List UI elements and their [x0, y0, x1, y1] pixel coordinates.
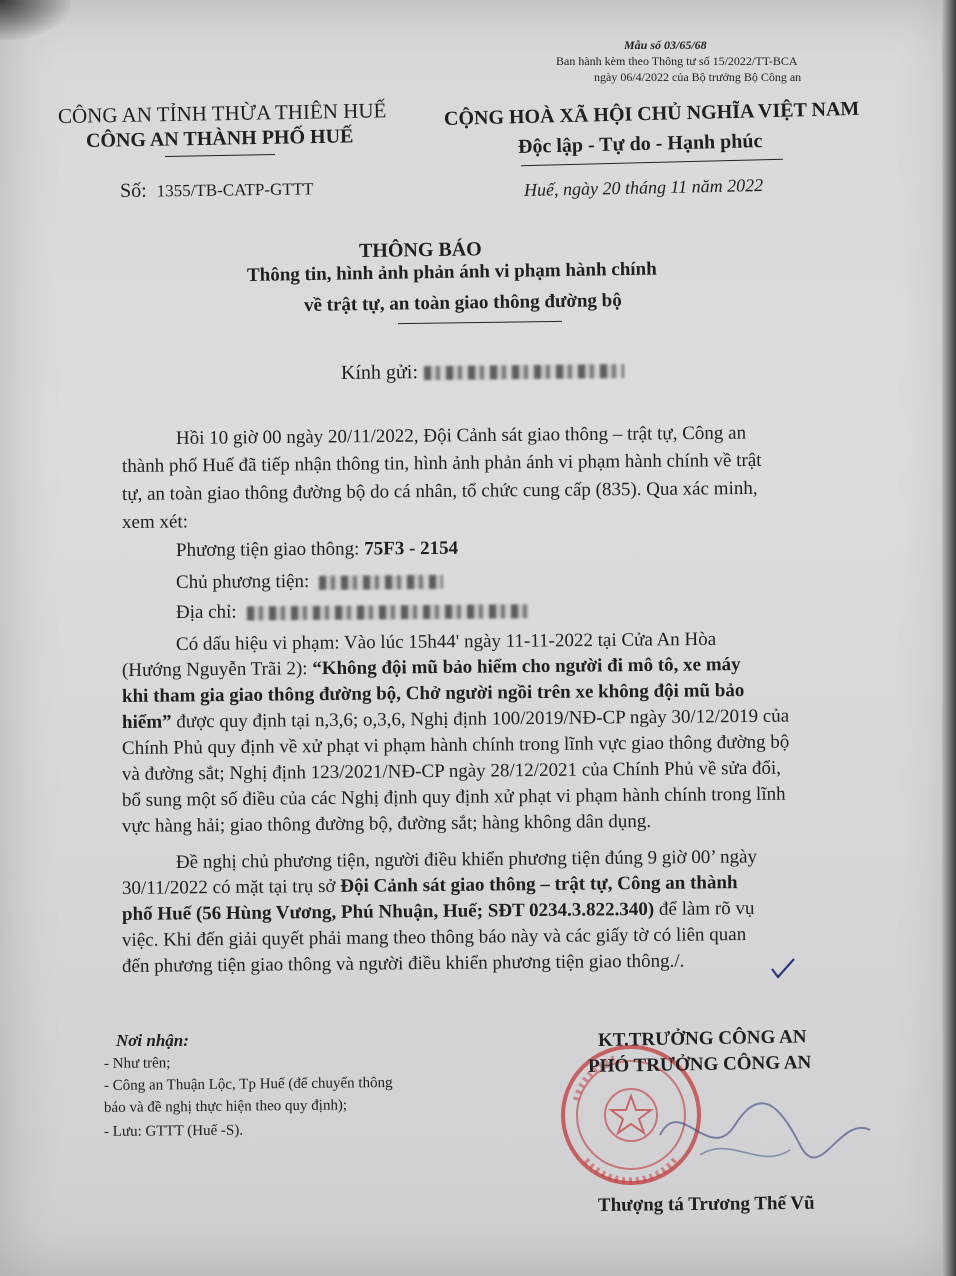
violation-description: hiểm” [121, 711, 172, 733]
agency-underline [165, 154, 275, 157]
page-edge [942, 0, 956, 1276]
request-line: việc. Khi đến giải quyết phải mang theo thông báo này và các giấy tờ có liên quan [121, 924, 747, 951]
violation-description: khi tham gia giao thông đường bộ, Chở người ngồi trên xe không đội mũ bảo [121, 680, 745, 707]
legal-reference: Chính Phủ quy định về xử phạt vi phạm hành chính trong lĩnh vực giao thông đường bộ [121, 731, 790, 759]
form-reference-line: Ban hành kèm theo Thông tư số 15/2022/TT-BCA [556, 54, 798, 68]
signer-name: Thượng tá Trương Thế Vũ [597, 1192, 815, 1216]
office-address: phố Huế (56 Hùng Vương, Phú Nhuận, Huế; SĐT 0234.3.822.340) [121, 898, 655, 925]
vehicle-plate-line [176, 538, 458, 562]
place-date: Huế, ngày 20 tháng 11 năm 2022 [523, 174, 764, 200]
agency-name: CÔNG AN THÀNH PHỐ HUẾ [85, 125, 354, 152]
form-reference-line: ngày 06/4/2022 của Bộ trưởng Bộ Công an [594, 70, 802, 84]
legal-reference: bổ sung một số điều của các Nghị định quy định xử phạt vi phạm hành chính trong lĩnh [121, 783, 786, 811]
violation-line [122, 654, 741, 682]
request-text: để làm rõ vụ [658, 897, 755, 920]
recipient-line [341, 359, 624, 385]
owner-line [176, 570, 443, 594]
intro-line: Hồi 10 giờ 00 ngày 20/11/2022, Đội Cảnh sát giao thông – trật tự, Công an [175, 422, 747, 449]
legal-reference: được quy định tại n,3,6; o,3,6, Nghị định 100/2019/NĐ-CP ngày 30/12/2019 của [176, 705, 790, 733]
document-subtitle: về trật tự, an toàn giao thông đường bộ [303, 290, 622, 316]
national-motto: Độc lập - Tự do - Hạnh phúc [517, 130, 763, 158]
agency-parent: CÔNG AN TỈNH THỪA THIÊN HUẾ [57, 98, 387, 128]
recipient-item: - Công an Thuận Lộc, Tp Huế (để chuyển thông [103, 1074, 393, 1094]
motto-underline [521, 159, 783, 166]
redacted-address [247, 604, 529, 620]
check-mark-icon [770, 955, 796, 981]
violation-description: “Không đội mũ bảo hiểm cho người đi mô tô, xe máy [312, 654, 741, 680]
redacted-recipient [424, 364, 624, 380]
document-number-value: 1355/TB-CATP-GTTT [156, 179, 314, 201]
country-name: CỘNG HOÀ XÃ HỘI CHỦ NGHĨA VIỆT NAM [443, 97, 860, 130]
request-text: 30/11/2022 có mặt tại trụ sở [121, 875, 336, 899]
document-subtitle: Thông tin, hình ảnh phản ánh vi phạm hành chính [246, 258, 657, 286]
recipient-item: báo và đề nghị thực hiện theo quy định); [103, 1097, 348, 1116]
legal-reference: vực hàng hải; giao thông đường bộ, đường sắt; hàng không dân dụng. [121, 810, 652, 837]
address-line [176, 599, 529, 624]
document-title: THÔNG BÁO [358, 238, 482, 262]
violation-location: (Hướng Nguyễn Trãi 2): [121, 658, 308, 681]
intro-line: xem xét: [121, 511, 189, 533]
office-name: Đội Cảnh sát giao thông – trật tự, Công an thành [340, 872, 738, 897]
vehicle-plate: 75F3 - 2154 [364, 537, 459, 560]
recipient-item: - Lưu: GTTT (Huế -S). [103, 1122, 244, 1140]
document-number [120, 177, 314, 203]
address-label: Địa chỉ: [175, 601, 237, 623]
form-code: Mẫu số 03/65/68 [624, 38, 707, 52]
handwritten-signature [640, 1075, 890, 1185]
redacted-owner [319, 575, 443, 590]
owner-label: Chủ phương tiện: [175, 570, 310, 593]
signature-title: PHÓ TRƯỞNG CÔNG AN [587, 1052, 812, 1077]
recipient-label: Kính gửi: [340, 361, 419, 384]
request-line [122, 898, 755, 926]
signature-title: KT.TRƯỞNG CÔNG AN [597, 1026, 807, 1051]
request-line: Đề nghị chủ phương tiện, người điều khiển phương tiện đúng 9 giờ 00’ ngày [175, 846, 758, 873]
title-underline [398, 321, 562, 324]
intro-line: thành phố Huế đã tiếp nhận thông tin, hình ảnh phản ánh vi phạm hành chính về trật [121, 449, 762, 477]
shadow-corner [0, 0, 70, 40]
violation-line: Có dấu hiệu vi phạm: Vào lúc 15h44' ngày 11-11-2022 tại Cửa An Hòa [175, 628, 717, 655]
request-line [122, 872, 738, 900]
request-line: đến phương tiện giao thông và người điều khiển phương tiện giao thông./. [121, 950, 685, 977]
recipient-item: - Như trên; [103, 1055, 171, 1072]
intro-line: tự, an toàn giao thông đường bộ do cá nhân, tổ chức cung cấp (835). Qua xác minh, [121, 477, 758, 505]
vehicle-plate-label: Phương tiện giao thông: [175, 538, 360, 561]
legal-reference: và đường sắt; Nghị định 123/2021/NĐ-CP ngày 28/12/2021 của Chính Phủ về sửa đổi, [121, 757, 782, 785]
recipients-title: Nơi nhận: [116, 1031, 189, 1050]
document-number-label: Số: [119, 179, 147, 202]
violation-line [122, 706, 789, 734]
